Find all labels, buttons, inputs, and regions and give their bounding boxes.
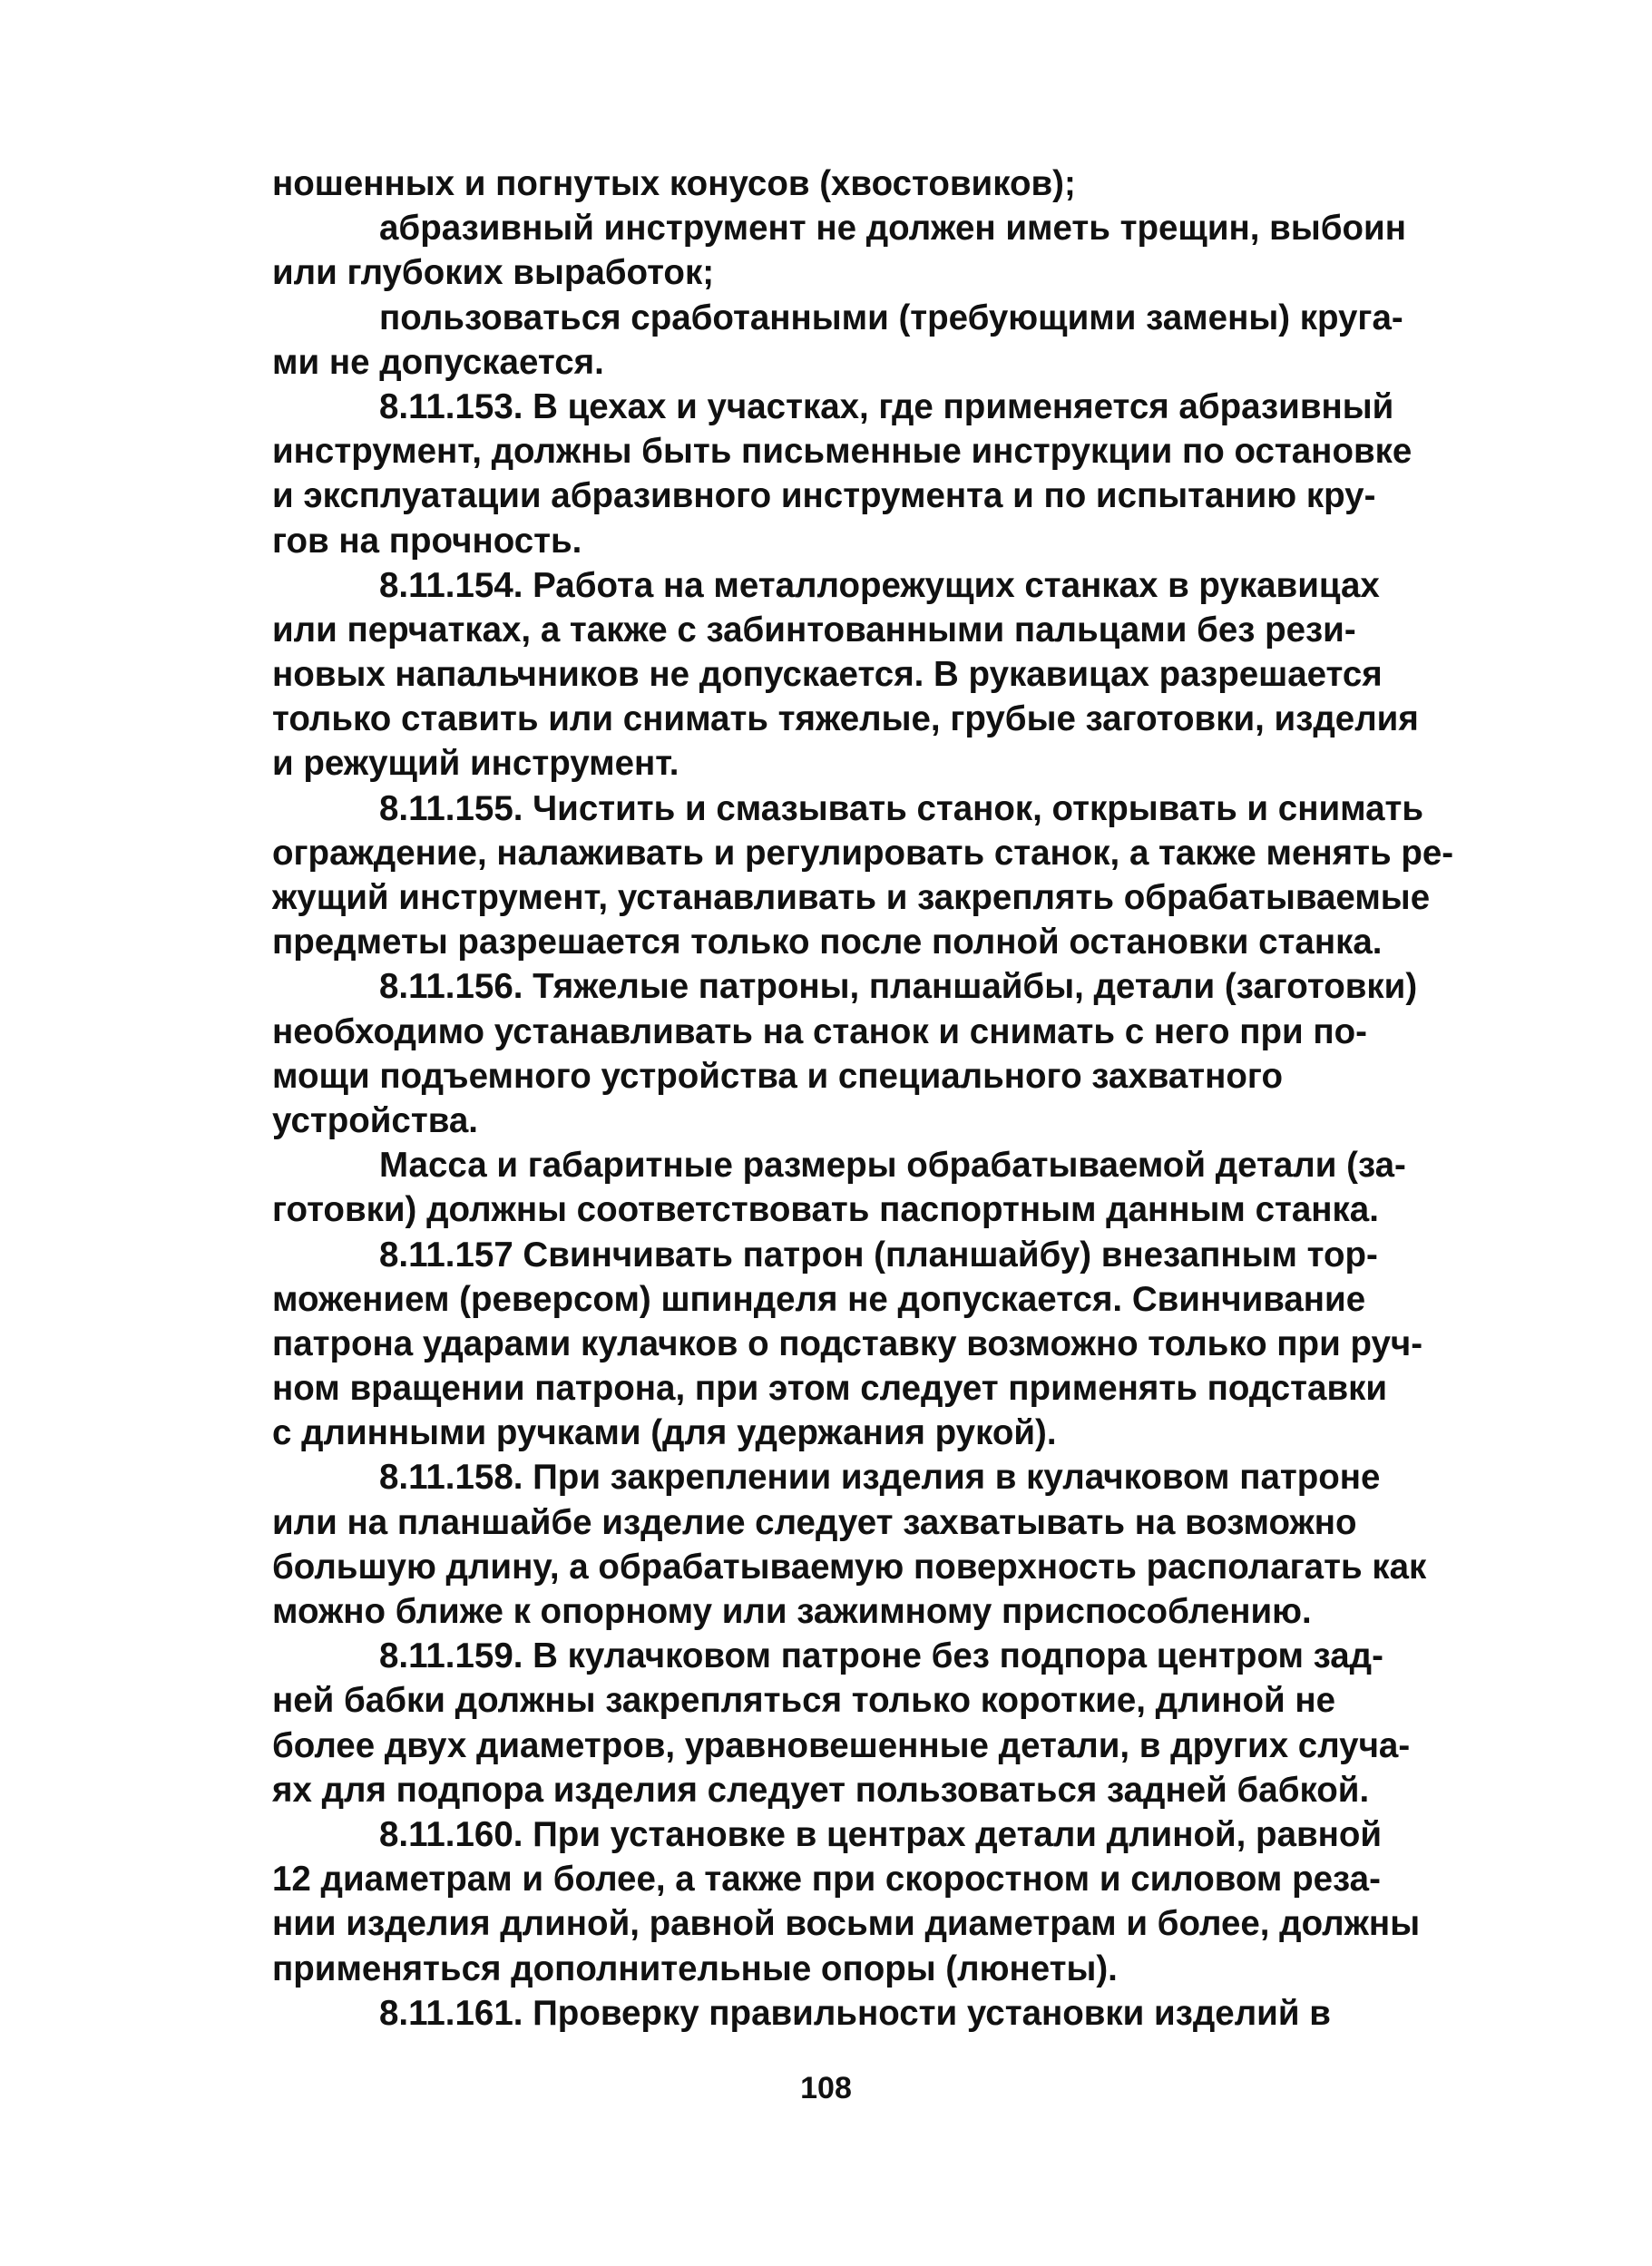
text-line: можно ближе к опорному или зажимному приспособлению.	[272, 1592, 1312, 1631]
text-line: Масса и габаритные размеры обрабатываемой детали (за-	[379, 1146, 1406, 1186]
text-line: гов на прочность.	[272, 521, 582, 561]
text-line: 8.11.155. Чистить и смазывать станок, открывать и снимать	[379, 788, 1424, 828]
text-line: патрона ударами кулачков о подставку возможно только при руч-	[272, 1323, 1423, 1363]
text-line: необходимо устанавливать на станок и снимать с него при по-	[272, 1011, 1367, 1051]
text-line: 8.11.154. Работа на металлорежущих станках в рукавицах	[379, 565, 1380, 605]
text-line: 12 диаметрам и более, а также при скоростном и силовом реза-	[272, 1860, 1381, 1900]
text-line: готовки) должны соответствовать паспортным данным станка.	[272, 1190, 1379, 1230]
text-line: и режущий инструмент.	[272, 744, 679, 784]
text-line: пользоваться сработанными (требующими замены) круга-	[379, 298, 1403, 337]
text-line: или глубоких выработок;	[272, 253, 715, 293]
text-line: и эксплуатации абразивного инструмента и по испытанию кру-	[272, 476, 1376, 516]
text-line: мощи подъемного устройства и специального захватного	[272, 1056, 1283, 1096]
text-line: абразивный инструмент не должен иметь трещин, выбоин	[379, 209, 1406, 249]
text-line: новых напальчников не допускается. В рукавицах разрешается	[272, 655, 1383, 695]
text-line: инструмент, должны быть письменные инструкции по остановке	[272, 432, 1413, 472]
text-line: ях для подпора изделия следует пользоваться задней бабкой.	[272, 1770, 1370, 1810]
text-line: нии изделия длиной, равной восьми диаметрам и более, должны	[272, 1904, 1421, 1944]
text-line: предметы разрешается только после полной остановки станка.	[272, 923, 1383, 962]
text-line: более двух диаметров, уравновешенные детали, в других случа-	[272, 1725, 1411, 1765]
text-line: 8.11.159. В кулачковом патроне без подпора центром зад-	[379, 1636, 1383, 1676]
text-line: ношенных и погнутых конусов (хвостовиков);	[272, 164, 1076, 203]
text-line: только ставить или снимать тяжелые, грубые заготовки, изделия	[272, 699, 1419, 739]
text-line: применяться дополнительные опоры (люнеты).	[272, 1949, 1118, 1988]
text-line: с длинными ручками (для удержания рукой).	[272, 1413, 1057, 1453]
text-line: 8.11.160. При установке в центрах детали длиной, равной	[379, 1814, 1383, 1854]
text-line: 8.11.153. В цехах и участках, где применяется абразивный	[379, 386, 1394, 426]
text-line: 8.11.161. Проверку правильности установки изделий в	[379, 1993, 1331, 2033]
text-line: 8.11.158. При закреплении изделия в кулачковом патроне	[379, 1458, 1381, 1498]
text-line: 8.11.157 Свинчивать патрон (планшайбу) внезапным тор-	[379, 1235, 1378, 1275]
text-line: ограждение, налаживать и регулировать станок, а также менять ре-	[272, 833, 1454, 873]
text-line: или перчатках, а также с забинтованными пальцами без рези-	[272, 610, 1356, 650]
text-line: устройства.	[272, 1100, 478, 1140]
text-line: 8.11.156. Тяжелые патроны, планшайбы, детали (заготовки)	[379, 967, 1418, 1007]
text-line: жущий инструмент, устанавливать и закреплять обрабатываемые	[272, 878, 1431, 917]
body-text	[272, 161, 1455, 2036]
text-line: ном вращении патрона, при этом следует применять подставки	[272, 1369, 1388, 1409]
text-line: или на планшайбе изделие следует захватывать на возможно	[272, 1502, 1357, 1542]
page-number: 108	[800, 2071, 852, 2105]
text-line: большую длину, а обрабатываемую поверхность располагать как	[272, 1547, 1427, 1587]
text-line: ней бабки должны закрепляться только короткие, длиной не	[272, 1681, 1336, 1721]
text-line: можением (реверсом) шпинделя не допускается. Свинчивание	[272, 1279, 1366, 1319]
text-line: ми не допускается.	[272, 342, 604, 382]
